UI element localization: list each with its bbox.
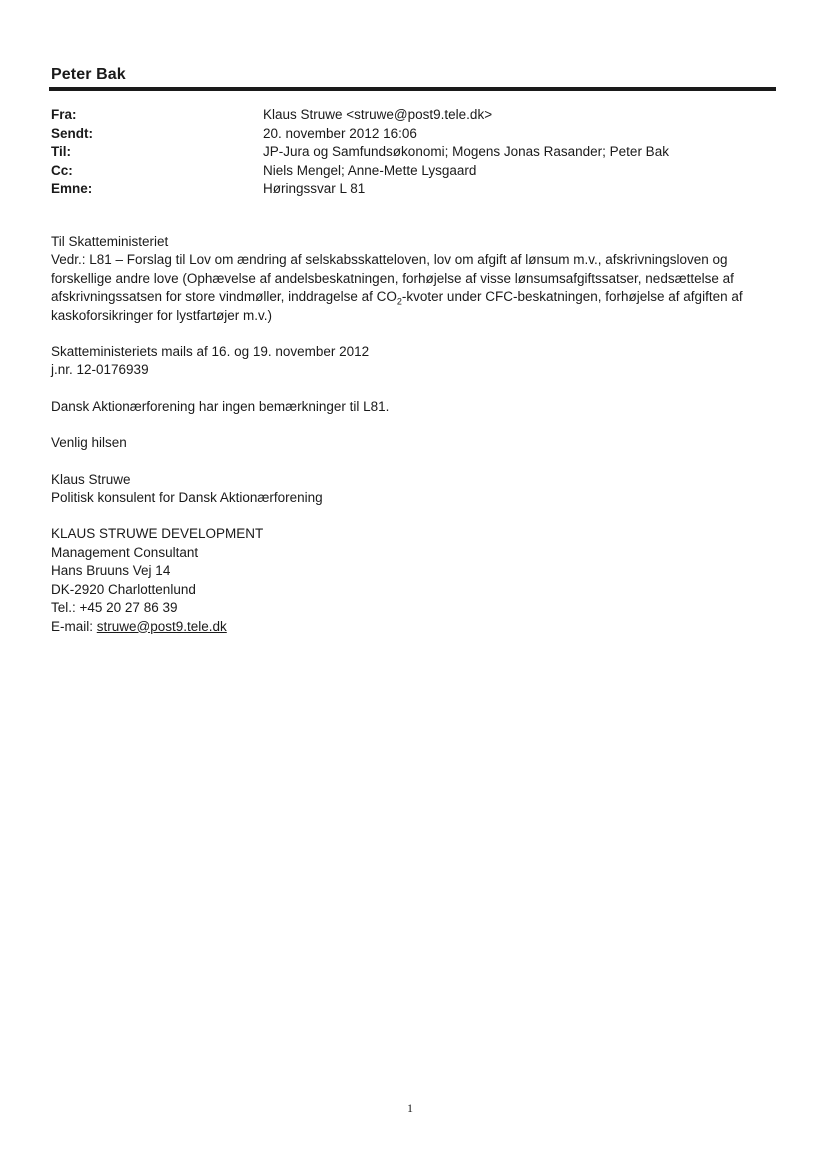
subject-line-1: Vedr.: L81 – Forslag til Lov om ændring af selskabsskatteloven, lov om afgift af lønsum m.v., afskrivningsloven og (51, 252, 728, 268)
company-name: KLAUS STRUWE DEVELOPMENT (51, 526, 264, 542)
co2-subscript: 2 (396, 296, 402, 307)
subject-line-3-start: afskrivningssatsen for store vindmøller, inddragelse af CO (51, 289, 397, 305)
header-value-cc: Niels Mengel; Anne-Mette Lysgaard (263, 162, 477, 178)
header-value-subject: Høringssvar L 81 (263, 181, 366, 196)
header-label-from: Fra: (51, 107, 77, 122)
header-row-sent (51, 125, 771, 144)
body-addressee: Til Skatteministeriet (51, 234, 169, 249)
header-value-sent: 20. november 2012 16:06 (263, 125, 417, 141)
body-subject-paragraph (51, 251, 776, 325)
email-link[interactable]: struwe@post9.tele.dk (96, 618, 227, 634)
header-label-cc: Cc: (51, 162, 73, 178)
address-street: Hans Bruuns Vej 14 (51, 563, 171, 579)
email-body (51, 233, 776, 636)
header-value-to: JP-Jura og Samfundsøkonomi; Mogens Jonas Rasander; Peter Bak (263, 144, 669, 159)
address-city: DK-2920 Charlottenlund (51, 581, 196, 597)
contact-email (51, 618, 776, 636)
subject-line-3 (51, 288, 776, 306)
page-number: 1 (407, 1101, 413, 1115)
header-value-from: Klaus Struwe <struwe@post9.tele.dk> (263, 107, 493, 122)
header-label-subject: Emne: (51, 181, 93, 196)
signature-title: Politisk konsulent for Dansk Aktionærforening (51, 490, 323, 506)
header-label-to: Til: (51, 144, 71, 159)
signature-name: Klaus Struwe (51, 471, 131, 487)
header-divider (49, 87, 776, 91)
header-row-from (51, 106, 771, 125)
header-label-sent: Sendt: (51, 125, 93, 141)
mailbox-owner-name: Peter Bak (51, 66, 126, 83)
body-closing: Venlig hilsen (51, 435, 127, 451)
company-role: Management Consultant (51, 544, 199, 560)
email-header-block (51, 106, 771, 199)
contact-phone: Tel.: +45 20 27 86 39 (51, 600, 178, 616)
body-statement: Dansk Aktionærforening har ingen bemærkninger til L81. (51, 398, 390, 414)
subject-line-4: kaskoforsikringer for lystfartøjer m.v.) (51, 307, 273, 323)
subject-line-2: forskellige andre love (Ophævelse af andelsbeskatningen, forhøjelse af visse lønsumsafgiftssatser, nedsættelse af (51, 270, 734, 286)
header-row-to (51, 143, 771, 162)
header-row-cc (51, 162, 771, 181)
header-row-subject (51, 180, 771, 199)
subject-line-3-end: -kvoter under CFC-beskatningen, forhøjelse af afgiften af (401, 289, 743, 305)
body-journal-number: j.nr. 12-0176939 (51, 362, 149, 378)
email-label: E-mail: (51, 618, 97, 634)
body-reference: Skatteministeriets mails af 16. og 19. november 2012 (51, 344, 370, 360)
